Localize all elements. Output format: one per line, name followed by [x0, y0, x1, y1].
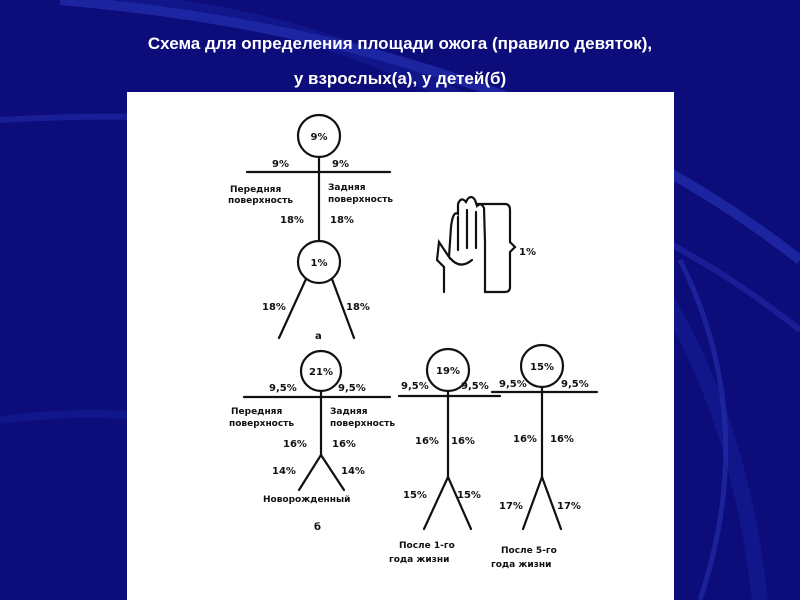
adult-back-label-1: Задняя: [328, 183, 366, 193]
newborn-left-arm-value: 9,5%: [269, 383, 297, 394]
child-1-caption-2: года жизни: [389, 555, 450, 565]
child-5-back-value: 16%: [550, 434, 574, 445]
palm-crease-line: [450, 258, 472, 265]
child-1-left-leg: [424, 477, 448, 529]
adult-right-leg-value: 18%: [346, 302, 370, 313]
child-5-left-leg-value: 17%: [499, 501, 523, 512]
newborn-back-label-2: поверхность: [330, 419, 396, 429]
newborn-head-value: 21%: [309, 367, 333, 378]
child-5-head-value: 15%: [530, 362, 554, 373]
child-1-year-figure: [389, 349, 500, 565]
adult-head-value: 9%: [310, 132, 328, 143]
newborn-right-leg-value: 14%: [341, 466, 365, 477]
adult-left-leg-value: 18%: [262, 302, 286, 313]
child-5-left-leg: [523, 477, 542, 529]
adult-figure: [228, 115, 393, 342]
child-5-right-arm-value: 9,5%: [561, 379, 589, 390]
newborn-front-value: 16%: [283, 439, 307, 450]
palm-bracket: [477, 204, 515, 292]
adult-left-arm-value: 9%: [272, 159, 289, 170]
adult-perineum-value: 1%: [310, 258, 328, 269]
adult-back-label-2: поверхность: [328, 195, 394, 205]
adult-right-arm-value: 9%: [332, 159, 349, 170]
newborn-front-label-1: Передняя: [231, 407, 283, 417]
newborn-back-value: 16%: [332, 439, 356, 450]
rule-of-nines-diagram: [127, 92, 674, 600]
newborn-figure: [229, 351, 395, 533]
adult-front-label-2: поверхность: [228, 196, 294, 206]
child-1-left-leg-value: 15%: [403, 490, 427, 501]
child-1-back-value: 16%: [451, 436, 475, 447]
child-1-front-value: 16%: [415, 436, 439, 447]
child-5-years-figure: [491, 345, 597, 570]
adult-caption: а: [315, 331, 322, 342]
adult-back-value: 18%: [330, 215, 354, 226]
newborn-left-leg: [299, 455, 321, 490]
diagram-panel: [127, 92, 674, 600]
child-1-caption-1: После 1-го: [399, 541, 455, 551]
children-group-caption: б: [314, 522, 321, 533]
adult-front-value: 18%: [280, 215, 304, 226]
child-1-right-leg-value: 15%: [457, 490, 481, 501]
newborn-right-arm-value: 9,5%: [338, 383, 366, 394]
palm-hand-outline: [437, 197, 485, 292]
adult-front-label-1: Передняя: [230, 185, 282, 195]
child-5-left-arm-value: 9,5%: [499, 379, 527, 390]
palm-figure: [437, 197, 536, 292]
child-1-left-arm-value: 9,5%: [401, 381, 429, 392]
child-5-caption-2: года жизни: [491, 560, 552, 570]
child-5-right-leg-value: 17%: [557, 501, 581, 512]
newborn-caption: Новорожденный: [263, 495, 351, 505]
child-1-head-value: 19%: [436, 366, 460, 377]
child-5-front-value: 16%: [513, 434, 537, 445]
slide-title-line-2: у взрослых(а), у детей(б): [293, 69, 507, 88]
newborn-back-label-1: Задняя: [330, 407, 368, 417]
slide-title-line-1: Схема для определения площади ожога (правило девяток),: [147, 34, 653, 53]
newborn-front-label-2: поверхность: [229, 419, 295, 429]
palm-value: 1%: [519, 247, 536, 258]
newborn-left-leg-value: 14%: [272, 466, 296, 477]
child-1-right-leg: [448, 477, 471, 529]
child-5-caption-1: После 5-го: [501, 546, 557, 556]
child-1-right-arm-value: 9,5%: [461, 381, 489, 392]
